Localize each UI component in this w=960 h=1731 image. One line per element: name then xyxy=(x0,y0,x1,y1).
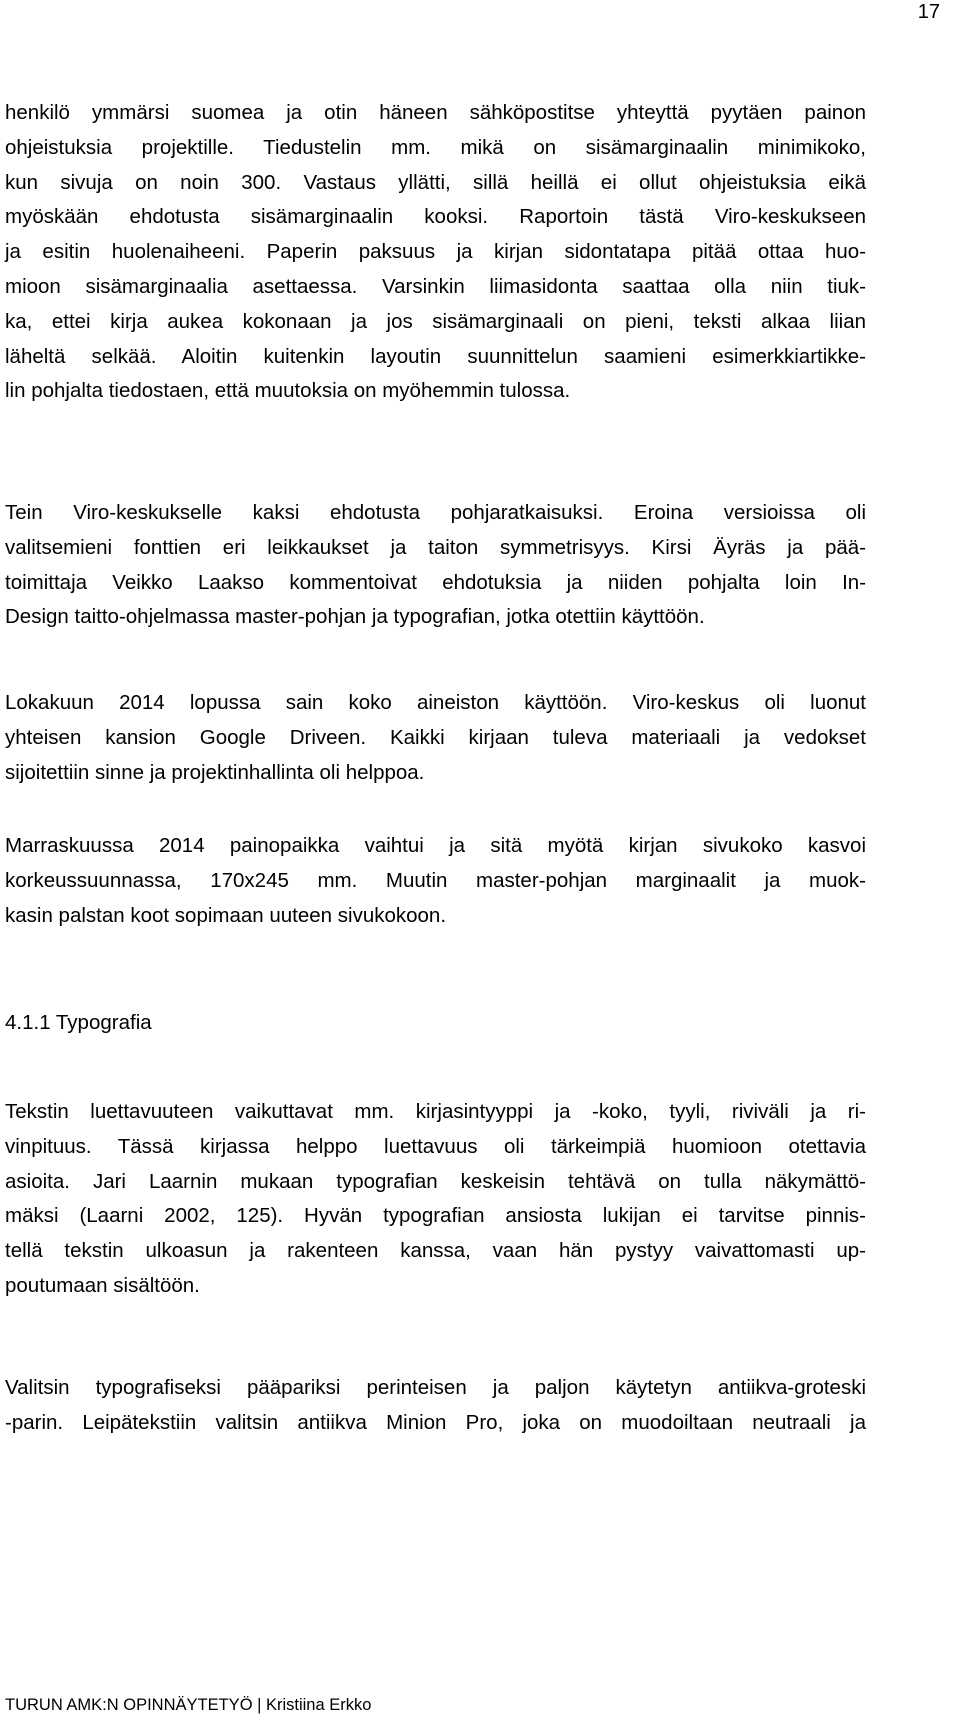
text-line: yhteisen kansion Google Driveen. Kaikki kirjaan tuleva materiaali ja vedokset xyxy=(5,725,866,749)
text-line: Valitsin typografiseksi pääpariksi perinteisen ja paljon käytetyn antiikva-groteski xyxy=(5,1376,866,1399)
text-line: Tein Viro-keskukselle kaksi ehdotusta pohjaratkaisuksi. Eroina versioissa oli xyxy=(5,501,866,524)
text-line: läheltä selkää. Aloitin kuitenkin layoutin suunnittelun saamieni esimerkkiartikke- xyxy=(5,344,866,368)
text-line: Marraskuussa 2014 painopaikka vaihtui ja sitä myötä kirjan sivukoko kasvoi xyxy=(5,834,866,857)
paragraph xyxy=(5,96,866,409)
text-line: henkilö ymmärsi suomea ja otin häneen sähköpostitse yhteyttä pyytäen painon xyxy=(5,101,866,124)
text-line: lin pohjalta tiedostaen, että muutoksia on myöhemmin tulossa. xyxy=(5,379,571,403)
text-line: Tekstin luettavuuteen vaikuttavat mm. kirjasintyyppi ja -koko, tyyli, riviväli ja ri- xyxy=(5,1100,866,1123)
text-line: kun sivuja on noin 300. Vastaus yllätti, sillä heillä ei ollut ohjeistuksia eikä xyxy=(5,170,866,194)
page-footer: TURUN AMK:N OPINNÄYTETYÖ | Kristiina Erkko xyxy=(5,1696,372,1714)
text-line: vinpituus. Tässä kirjassa helppo luettavuus oli tärkeimpiä huomioon otettavia xyxy=(5,1134,866,1158)
paragraph xyxy=(5,496,866,635)
text-line: asioita. Jari Laarnin mukaan typografian keskeisin tehtävä on tulla näkymättö- xyxy=(5,1169,866,1193)
text-line: mioon sisämarginaalia asettaessa. Varsinkin liimasidonta saattaa olla niin tiuk- xyxy=(5,274,866,298)
text-line: poutumaan sisältöön. xyxy=(5,1273,200,1297)
text-line: -parin. Leipätekstiin valitsin antiikva Minion Pro, joka on muodoiltaan neutraali ja xyxy=(5,1410,866,1434)
paragraph xyxy=(5,1371,866,1441)
paragraph xyxy=(5,829,866,933)
paragraph xyxy=(5,1095,866,1304)
text-line: ka, ettei kirja aukea kokonaan ja jos sisämarginaali on pieni, teksti alkaa liian xyxy=(5,309,866,333)
text-line: ohjeistuksia projektille. Tiedustelin mm. mikä on sisämarginaalin minimikoko, xyxy=(5,135,866,159)
text-line: toimittaja Veikko Laakso kommentoivat ehdotuksia ja niiden pohjalta loin In- xyxy=(5,570,866,594)
text-line: kasin palstan koot sopimaan uuteen sivukokoon. xyxy=(5,903,447,927)
text-line: myöskään ehdotusta sisämarginaalin kooksi. Raportoin tästä Viro-keskukseen xyxy=(5,205,866,229)
text-line: Lokakuun 2014 lopussa sain koko aineiston käyttöön. Viro-keskus oli luonut xyxy=(5,691,866,714)
text-line: tellä tekstin ulkoasun ja rakenteen kanssa, vaan hän pystyy vaivattomasti up- xyxy=(5,1239,866,1263)
text-line: Design taitto-ohjelmassa master-pohjan ja typografian, jotka otettiin käyttöön. xyxy=(5,605,705,629)
text-line: sijoitettiin sinne ja projektinhallinta oli helppoa. xyxy=(5,760,425,784)
section-heading: 4.1.1 Typografia xyxy=(5,1011,152,1034)
text-line: korkeussuunnassa, 170x245 mm. Muutin master-pohjan marginaalit ja muok- xyxy=(5,868,866,892)
text-line: ja esitin huolenaiheeni. Paperin paksuus ja kirjan sidontatapa pitää ottaa huo- xyxy=(5,240,866,264)
paragraph xyxy=(5,686,866,790)
text-line: mäksi (Laarni 2002, 125). Hyvän typografian ansiosta lukijan ei tarvitse pinnis- xyxy=(5,1204,866,1228)
page-number: 17 xyxy=(917,1,940,23)
text-line: valitsemieni fonttien eri leikkaukset ja taiton symmetrisyys. Kirsi Äyräs ja pää- xyxy=(5,535,866,559)
